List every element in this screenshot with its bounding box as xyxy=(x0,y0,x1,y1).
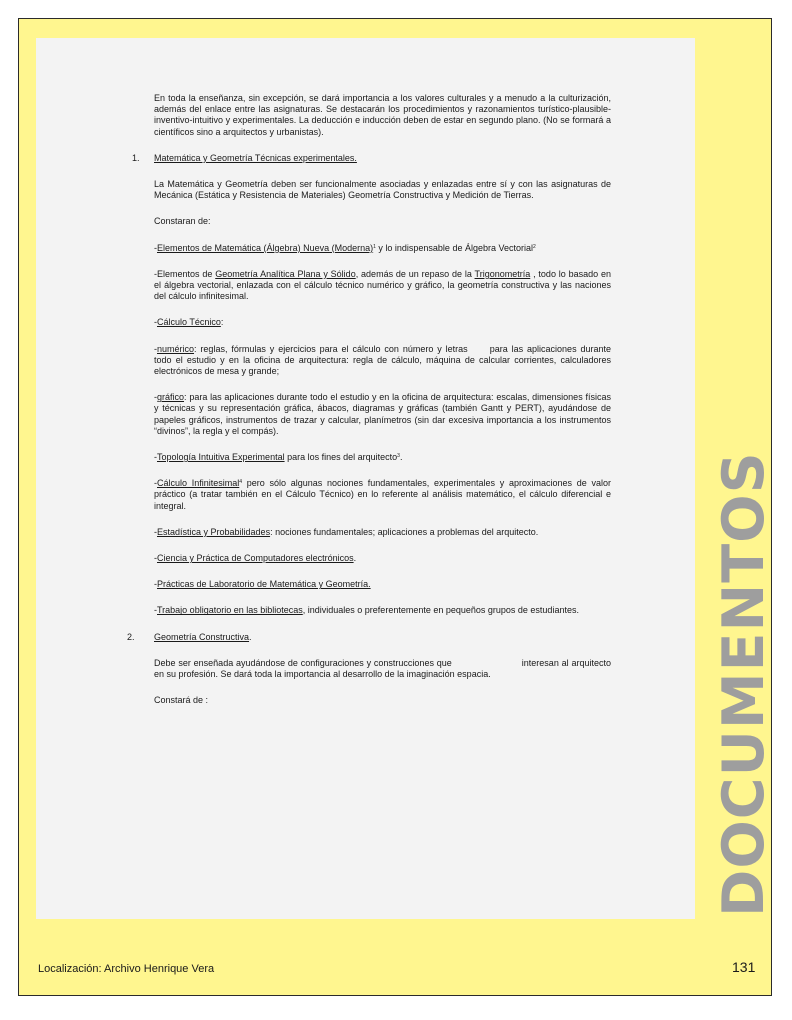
section-1-title: Matemática y Geometría Técnicas experimentales. xyxy=(154,152,357,163)
item-calculo-infinitesimal: -Cálculo Infinitesimal$^4$ pero sólo algunas nociones fundamentales, experimentales y aproximaciones de valor práctico (a tratar también en el Cálculo Técnico) en lo referente al análisis matemático, el cálculo diferencial e integral. xyxy=(154,478,611,511)
section-2-paragraph: Debe ser enseñada ayudándose de configuraciones y construcciones que interesan al arquitecto en su profesión. Se dará toda la importancia al desarrollo de la imaginación espacia. xyxy=(154,657,611,680)
document-body xyxy=(127,93,612,707)
item-calculo-tecnico: -Cálculo Técnico: xyxy=(154,317,224,328)
item-matematica-moderna: -Elementos de Matemática (Álgebra) Nueva (Moderna)$^1$ y lo indispensable de Álgebra Vectorial$^2$ xyxy=(154,242,536,253)
side-title-documentos: DOCUMENTOS xyxy=(711,451,777,917)
item-numerico: -numérico: reglas, fórmulas y ejercicios para el cálculo con número y letras para las aplicaciones durante todo el estudio y en la oficina de arquitectura: regla de cálculo, máquina de calcular corrientes, calculadores electrónicos de mesa y grande; xyxy=(154,343,612,377)
constara-de: Constará de : xyxy=(154,695,209,706)
item-link: Geometría Analítica Plana y Sólido xyxy=(215,268,356,279)
item-link: Topología Intuitiva Experimental xyxy=(157,452,285,463)
section-1-paragraph: La Matemática y Geometría deben ser funcionalmente asociadas y enlazadas entre sí y con las asignaturas de Mecánica (Estática y Resistencia de Materiales) Geometría Constructiva y Medición de Tierras. xyxy=(154,179,611,201)
intro-paragraph: En toda la enseñanza, sin excepción, se dará importancia a los valores culturales y a menudo a la culturización, además del enlace entre las asignaturas. Se destacarán los procedimientos y razonamientos turístico-plausible-inventivo-intuitivo y experimentales. La deducción e inducción deben de estar en segundo plano. (No se formará a científicos sino a arquitectos y urbanistas). xyxy=(154,93,611,137)
item-link: Ciencia y Práctica de Computadores electrónicos xyxy=(157,553,354,564)
item-estadistica: -Estadística y Probabilidades: nociones fundamentales; aplicaciones a problemas del arquitecto. xyxy=(154,526,539,537)
item-link: Prácticas de Laboratorio de Matemática y Geometría. xyxy=(157,579,371,590)
section-1-heading xyxy=(132,152,611,164)
item-link: Elementos de Matemática (Álgebra) Nueva (Moderna) xyxy=(157,242,374,253)
item-computadores: -Ciencia y Práctica de Computadores electrónicos. xyxy=(154,553,357,564)
location-caption: Localización: Archivo Henrique Vera xyxy=(38,963,215,975)
item-geometria-analitica: -Elementos de Geometría Analítica Plana y Sólido, además de un repaso de la Trigonometría , todo lo basado en el álgebra vectorial, enlazada con el cálculo técnico numérico y gráfico, la geometría constructiva y las naciones del cálculo infinitesimal. xyxy=(154,268,612,302)
section-1-number: 1. xyxy=(132,152,140,163)
item-link: Trigonometría xyxy=(474,268,531,279)
item-bibliotecas: -Trabajo obligatorio en las bibliotecas, individuales o preferentemente en pequeños grupos de estudiantes. xyxy=(154,605,579,616)
item-topologia: -Topología Intuitiva Experimental para los fines del arquitecto$^3$. xyxy=(154,452,403,463)
item-link: Cálculo Técnico xyxy=(157,317,221,328)
footnote-ref: 2 xyxy=(533,243,536,250)
item-link: Trabajo obligatorio en las bibliotecas xyxy=(157,605,303,616)
footnote-ref: 3 xyxy=(397,453,400,460)
item-grafico: -gráfico: para las aplicaciones durante todo el estudio y en la oficina de arquitectura: escalas, dimensiones físicas y técnicas y su representación gráfica, ábacos, diagramas y gráficas (también Gantt y PERT), ayudándose de papeles gráficos, instrumentos de trazar y calcular, planímetros (sin dar excesiva importancia a los instrumentos “divinos”, la regla y el compás). xyxy=(154,392,611,436)
item-link: numérico xyxy=(157,343,195,354)
section-2-heading: 2. Geometría Constructiva. xyxy=(127,631,252,642)
item-laboratorio: -Prácticas de Laboratorio de Matemática y Geometría. xyxy=(154,579,371,590)
constaran-de: Constaran de: xyxy=(154,216,211,227)
footnote-ref: 4 xyxy=(239,479,243,486)
section-2-number: 2. xyxy=(127,631,135,642)
item-link: Cálculo Infinitesimal xyxy=(157,478,240,489)
item-link: Estadística y Probabilidades xyxy=(157,526,271,537)
footnote-ref: 1 xyxy=(373,243,376,250)
page-number: 131 xyxy=(732,959,756,975)
item-link: gráfico xyxy=(157,392,185,403)
section-2-title: Geometría Constructiva xyxy=(154,631,250,642)
